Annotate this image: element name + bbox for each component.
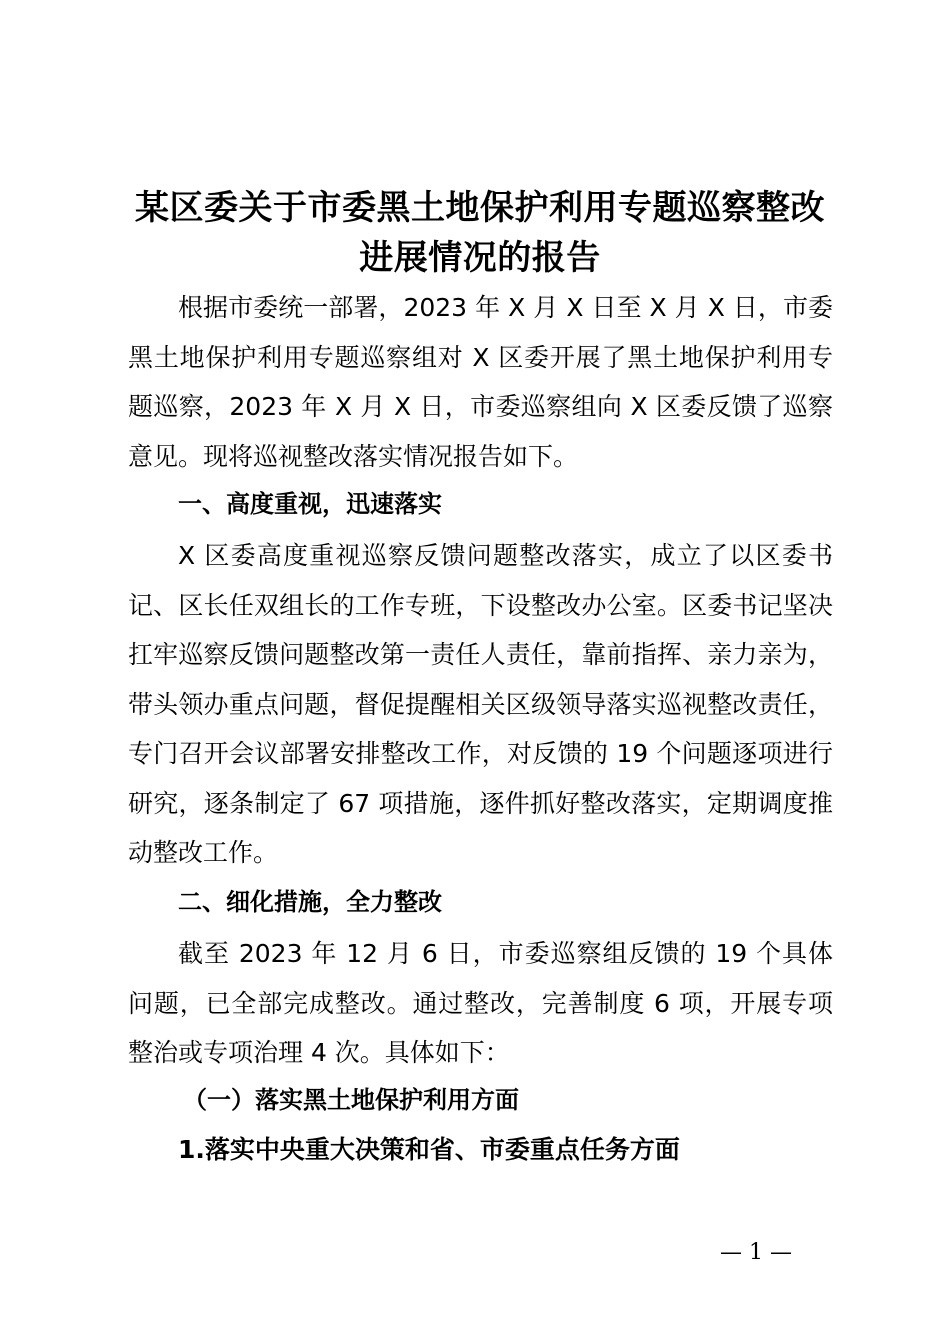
page-number: — 1 — bbox=[720, 1240, 792, 1265]
section2-sub-heading: （一）落实黑土地保护利用方面 bbox=[183, 1086, 519, 1114]
section2-paragraph: 截至 2023 年 12 月 6 日，市委巡察组反馈的 19 个具体问题，已全部完成整改。通过整改，完善制度 6 项，开展专项整治或专项治理 4 次。具体如下： bbox=[128, 939, 833, 1067]
intro-block bbox=[128, 283, 833, 481]
section1-block bbox=[128, 531, 833, 878]
document-title-line2: 进展情况的报告 bbox=[359, 238, 601, 278]
section1-heading: 一、高度重视，迅速落实 bbox=[178, 490, 442, 518]
section1-paragraph: X 区委高度重视巡察反馈问题整改落实，成立了以区委书记、区长任双组长的工作专班，下设整改办公室。区委书记坚决扛牢巡察反馈问题整改第一责任人责任，靠前指挥、亲力亲为，带头领办重点问题，督促提醒相关区级领导落实巡视整改责任，专门召开会议部署安排整改工作，对反馈的 19 个问题逐项进行研究，逐条制定了 67 项措施，逐件抓好整改落实，定期调度推动整改工作。 bbox=[128, 541, 833, 867]
intro-paragraph: 根据市委统一部署，2023 年 X 月 X 日至 X 月 X 日，市委黑土地保护利用专题巡察组对 X 区委开展了黑土地保护利用专题巡察，2023 年 X 月 X 日，市委巡察组向 X 区委反馈了巡察意见。现将巡视整改落实情况报告如下。 bbox=[128, 293, 833, 471]
section2-block bbox=[128, 929, 833, 1078]
section2-heading: 二、细化措施，全力整改 bbox=[178, 888, 442, 916]
section2-item-heading: 1.落实中央重大决策和省、市委重点任务方面 bbox=[178, 1135, 680, 1164]
document-title-line1: 某区委关于市委黑土地保护利用专题巡察整改 bbox=[135, 188, 825, 228]
